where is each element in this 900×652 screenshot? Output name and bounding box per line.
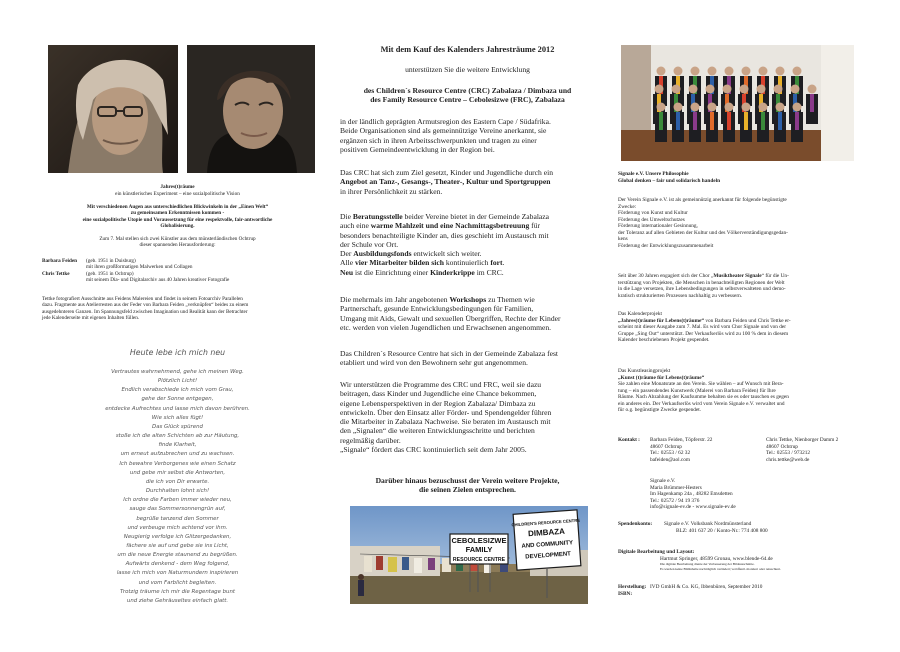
poem-line: stoße ich die alten Schichten ab zur Häutung,	[115, 433, 240, 440]
middle-title: Mit dem Kauf des Kalenders Jahresträume 2012	[380, 45, 555, 54]
sign-line: FAMILY	[465, 545, 493, 554]
poem-line: begrüße tanzend den Sommer	[136, 515, 219, 522]
artist-entry-tettke: Chris Tettke (geb. 1951 in Ochtrup) mit seinem Dia- und Digitalarchiv aus 40 Jahren kreativer Fotografie	[42, 271, 230, 284]
choir-singer	[791, 103, 803, 143]
calendar-project: Das Kalenderprojekt „Jahres(t)räume für Lebens(t)räume“ von Barbara Feiden und Chris Tettke er- scheint mit dieser Ausgabe zum 7. Mal. Es wird vom Chor Signale und von der Gruppe „Sing Out“ unterstützt. Der Verkaufserlös wird zu 100 % dem in diesem Kalender beschriebenen Projekt gespendet.	[618, 311, 791, 343]
contact-signale: Signale e.V. Maria Brümmer-Hesters Im Hagenkamp 24a , 48282 Emsdetten Tel.: 02572 / 94 19 376 info@signale-ev.de - www.signale-ev.de	[650, 478, 863, 511]
sign-line: CEBOLESIZWE	[451, 536, 507, 545]
poem-line: die ich von Dir erwarte.	[145, 478, 210, 485]
signale-web-contact[interactable]: info@signale-ev.de - www.signale-ev.de	[650, 504, 736, 510]
poem-line: Ich ordne die Farben immer wieder neu,	[123, 497, 232, 504]
choir-singer	[774, 103, 786, 143]
sign-line: RESOURCE CENTRE	[452, 557, 506, 563]
middle-paragraph-1: in der ländlich geprägten Armutsregion des Eastern Cape / Südafrika. Beide Organisationen sind als gemeinnützige Vereine anerkannt, sie ergänzen sich in ihren Arbeitsschwerpunkten und tragen zu einer positiven Gemeindeentwicklung in der Region bei.	[340, 117, 551, 154]
poem-line: um die neue Energie staunend zu begrüßen.	[117, 552, 238, 559]
poem-line: Endlich verabschiede ich mich vom Grau,	[121, 387, 234, 394]
choir-singer	[655, 103, 667, 143]
middle-paragraph-2: Das CRC hat sich zum Ziel gesetzt, Kinder und Jugendliche durch ein Angebot an Tanz-, Gesangs-, Theater-, Kultur und Sportgruppen in ihrer Persönlichkeit zu stärken.	[340, 168, 553, 196]
portrait-photo-man	[48, 45, 178, 173]
choir-photo	[621, 45, 854, 161]
contact-tettke: Chris Tettke, Nienborger Damm 2 48607 Ochtrup Tel.: 02553 / 973212 chris.tettke@web.de	[766, 437, 839, 463]
artist-list	[42, 258, 315, 284]
poem-line: entdecke Aufrechtes und lasse mich davon berühren.	[105, 405, 250, 412]
right-paragraph-1: Der Verein Signale e.V. ist als gemeinnützig anerkannt für folgende begünstigte Zwecke: Förderung von Kunst und Kultur Förderung des Umweltschutzes Förderung internationaler Gesinnung, der Toleranz auf allen Gebieten der Kultur und des Völkerverständigungsgedan- kens Förderung der Entwicklungszusammenarbeit	[618, 197, 788, 249]
sign-line: DIMBAZA	[527, 526, 566, 539]
poem-line: und verbeuge mich achtend vor ihm.	[127, 524, 228, 531]
donation-account: Spendenkonto: Signale e.V. Volksbank Nordmünsterland BLZ: 401 637 20 / Konto-Nr.: 774 408 800	[618, 521, 768, 534]
right-column	[618, 0, 863, 652]
left-intro: Zum 7. Mal stellen sich zwei Künstler aus dem münsterländischen Ochtrup dieser spannenden Herausforderung:	[99, 236, 256, 249]
poem-line: finde Klarheit,	[158, 442, 197, 449]
middle-subtitle: unterstützen Sie die weitere Entwicklung	[405, 65, 530, 74]
poem-line: und vom Farblicht begleiten.	[138, 579, 217, 586]
left-heading: Jahres(t)räume	[160, 184, 195, 190]
poem	[40, 368, 315, 606]
poem-line: Trotzig träume ich mir die Regentage bunt	[120, 588, 235, 595]
closing-statement: Darüber hinaus bezuschusst der Verein weitere Projekte, die seinen Zielen entsprechen.	[375, 476, 560, 495]
poem-line: Wie sich alles fügt!	[151, 414, 204, 421]
middle-paragraph-5: Das Children´s Resource Centre hat sich in der Gemeinde Zabalaza fest etabliert und wird von den Bewohnern sehr gut angenommen.	[340, 349, 559, 368]
poem-line: Vertrautes wahrnehmend, gehe ich meinen Weg.	[111, 369, 244, 375]
right-paragraph-2: Seit über 30 Jahren engagiert sich der Chor „Musiktheater Signale“ für die Un- terstützung von Projekten, die Menschen in benachteiligten Regionen der Welt in die Lage versetzen, ihre Lebensbedingungen in selbstverwalteten und demo- kratisch strukturierten Prozessen nachhaltig zu verbessern.	[618, 273, 789, 299]
poem-line: und gebe mir selbst die Antworten,	[129, 469, 226, 476]
middle-paragraph-4: Die mehrmals im Jahr angebotenen Workshops zu Themen wie Partnerschaft, gesunde Entwicklungsbedingungen für Familien, Umgang mit Aids, Gewalt und sexuellen Übergriffen, Rechte der Kinder etc. werden von vielen Jugendlichen und Erwachsenen angenommen.	[340, 295, 561, 332]
left-subheading: ein künstlerisches Experiment – eine sozialpolitische Vision	[115, 191, 240, 197]
poem-line: Durchhalten lohnt sich!	[145, 488, 210, 495]
middle-paragraph-6: Wir unterstützen die Programme des CRC und FRC, weil sie dazu beitragen, dass Kinder und Jugendliche eine Chance bekommen, eigene Lebensperspektiven in der Region Zabalaza/ Dimbaza zu entwickeln. Über den Einsatz aller Förder- und Spendengelder führen die Mitarbeiter in Zabalaza Nachweise. Sie beraten im Austausch mit den „Signalen“ die weiteren Entwicklungsschritte und berichten regelmäßig darüber. „Signale“ fördert das CRC kontinuierlich seit dem Jahr 2005.	[340, 380, 552, 455]
poem-line: Neugierig verfolge ich Glitzergedanken,	[123, 533, 232, 540]
right-title-2: Global denken – fair und solidarisch handeln	[618, 178, 721, 184]
poem-line: Das Glück spürend	[152, 423, 203, 430]
left-bold-block: Mit verschiedenen Augen aus unterschiedlichen Blickwinkeln in der „Einen Welt“ zu gemeinsamen Erkenntnissen kommen - eine sozialpolitische Utopie und Voraussetzung für eine respektvolle, fair-antwortliche Globalisierung.	[82, 204, 273, 230]
organisations: des Children´s Resource Centre (CRC) Zabalaza / Dimbaza und des Family Resource Centre – Cebolesizwe (FRC), Zabalaza	[363, 86, 572, 105]
sign-line: CHILDREN'S RESOURCE CENTRE	[511, 517, 581, 528]
poem-line: sauge das Sommersonnengrün auf,	[129, 506, 226, 513]
contact-block: Kontakt : Barbara Feiden, Töpferstr. 22 48607 Ochtrup Tel.: 02553 / 62 32 bafeiden@aol.com Chris Tettke, Nienborger Damm 2 48607 Ochtrup Tel.: 02553 / 973212 chris.tettke@web.de	[618, 437, 839, 463]
email-feiden[interactable]: bafeiden@aol.com	[650, 456, 691, 463]
poem-line: Plötzlich Licht!	[157, 378, 198, 385]
choir-singer	[706, 103, 718, 143]
right-title-1: Signale e.V. Unsere Philosophie	[618, 171, 689, 177]
choir-singer	[723, 103, 735, 143]
contact-feiden: Barbara Feiden, Töpferstr. 22 48607 Ochtrup Tel.: 02553 / 62 32 bafeiden@aol.com	[650, 437, 766, 463]
choir-singer	[757, 103, 769, 143]
poem-title: Heute lebe ich mich neu	[129, 348, 226, 357]
left-paragraph: Tettke fotografiert Ausschnitte aus Feidens Malereien und findet in seinem Fotoarchiv Parallelen dazu. Fragmente aus Atelierresten aus der Feder von Barbara Feiden „verknüpfen“ beides zu einem ausgedehnteren Ganzen. Im Spannungsfeld zwischen Imagination und Realität kann der Betrachter jede Kalenderseite mit eigenen Inhalten füllen.	[42, 296, 249, 322]
middle-column	[340, 0, 595, 652]
email-tettke[interactable]: chris.tettke@web.de	[766, 456, 810, 463]
resource-centre-photo	[350, 506, 588, 604]
portrait-photo-woman	[187, 45, 315, 173]
poem-line: fächere sie auf und gebe sie ins Licht,	[126, 542, 229, 549]
sign-line: AND COMMUNITY	[521, 540, 574, 550]
artist-entry-feiden: Barbara Feiden (geb. 1951 in Duisburg) mit ihren großformatigen Malwerken und Collagen	[42, 258, 193, 271]
digital-layout-credit: Digitale Bearbeitung und Layout: Hartmut Springer, 48599 Gronau, www.blende-64.de Die digitale Bearbeitung diente der Verbesserung der Bildausschnitte. Es wurden keine Bildinhalte nachträglich verändert; veröffentl. montiert oder retuschiert.	[618, 549, 781, 571]
poem-line: lasse ich mich von Naturmundern inspirieren	[116, 570, 239, 577]
production-credit: Herstellung: IVD GmbH & Co. KG, Ibbenbüren, September 2010 ISBN:	[618, 584, 763, 597]
choir-singer	[740, 103, 752, 143]
choir-singer	[806, 85, 818, 125]
middle-paragraph-3: Die Beratungsstelle beider Vereine bietet in der Gemeinde Zabalaza auch eine warme Mahlzeit und eine Nachmittagsbetreuung für besonders benachteiligte Kinder an, dies geschieht im Austausch mit der Schule vor Ort. Der Ausbildungsfonds entwickelt sich weiter. Alle vier Mitarbeiter bilden sich kontinuierlich fort. Neu ist die Einrichtung einer Kinderkrippe im CRC.	[340, 212, 550, 277]
poem-line: und ziehe Gehräuseltes einfach glatt.	[126, 597, 229, 604]
left-column	[40, 0, 315, 652]
poem-line: gehe der Sonne entgegen,	[141, 396, 214, 403]
sign-line: DEVELOPMENT	[525, 551, 572, 561]
art-leasing-project: Das Kunstleasingprojekt „Kunst (t)räume für Lebens(t)räume“ Sie zahlen eine Monatsrate an den Verein. Sie wählen – auf Wunsch mit Bera- tung – ein passendendes Kunstwerk (Malerei von Barbara Feiden) für Ihre Räume. Nach Abzahlung der Kaufsumme behalten sie es oder tauschen es gegen ein anderes ein. Der Verkaufserlös wird vom Verein Signale e.V. verwaltet und für o.g. begünstigte Zwecke gespendet.	[618, 368, 789, 413]
choir-singer	[689, 103, 701, 143]
choir-singer	[672, 103, 684, 143]
poem-line: um erneut aufzubrechen und zu wachsen.	[120, 451, 235, 458]
poem-line: Ich bewahre Verborgenes wie einen Schatz	[119, 460, 236, 467]
poem-line: Aufwärts denkend - dem Weg folgend,	[125, 561, 230, 568]
